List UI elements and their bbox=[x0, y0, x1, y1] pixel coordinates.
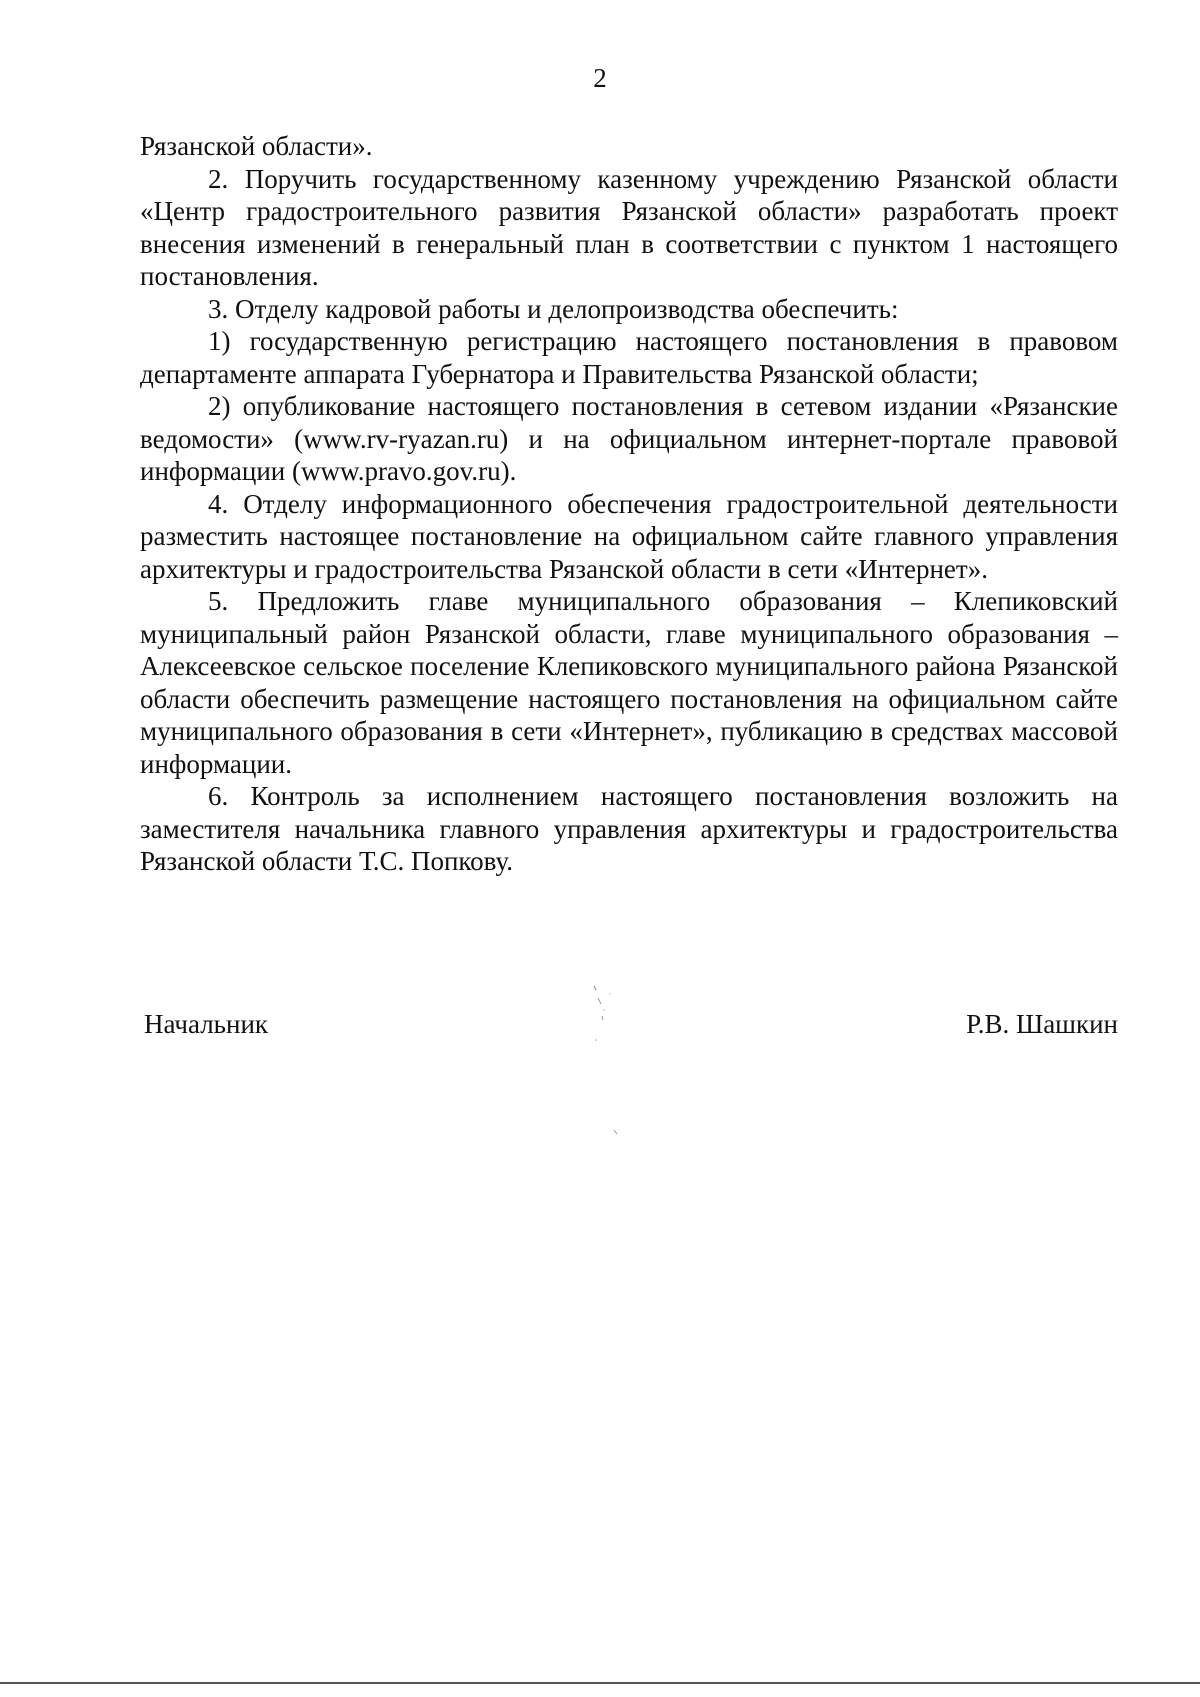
paragraph-item-3: 3. Отделу кадровой работы и делопроизводства обеспечить: bbox=[208, 293, 899, 324]
paragraph-item-5: 5. Предложить главе муниципального образования – Клепиковский муниципальный район Рязанской области, главе муниципального образования – Алексеевское сельское поселение Клепиковского муниципального района Рязанской области обеспечить размещение настоящего постановления на официальном сайте муниципального образования в сети «Интернет», публикацию в средствах массовой информации. bbox=[140, 586, 1118, 779]
document-body bbox=[140, 130, 1118, 878]
scan-specks bbox=[590, 978, 650, 1138]
paragraph-item-4: 4. Отделу информационного обеспечения градостроительной деятельности разместить настоящее постановление на официальном сайте главного управления архитектуры и градостроительства Рязанской области в сети «Интернет». bbox=[140, 488, 1118, 584]
signatory-position: Начальник bbox=[144, 1009, 269, 1039]
paragraph-item-2: 2. Поручить государственному казенному учреждению Рязанской области «Центр градостроительного развития Рязанской области» разработать проект внесения изменений в генеральный план в соответствии с пунктом 1 настоящего постановления. bbox=[140, 163, 1118, 291]
page-bottom-rule bbox=[0, 1682, 1200, 1684]
paragraph-subitem-1: 1) государственную регистрацию настоящего постановления в правовом департаменте аппарата Губернатора и Правительства Рязанской области; bbox=[140, 326, 1118, 389]
paragraph-item-6: 6. Контроль за исполнением настоящего постановления возложить на заместителя начальника главного управления архитектуры и градостроительства Рязанской области Т.С. Попкову. bbox=[140, 781, 1118, 876]
signatory-name: Р.В. Шашкин bbox=[966, 1009, 1118, 1039]
paragraph-subitem-2: 2) опубликование настоящего постановления в сетевом издании «Рязанские ведомости» (www.rv-ryazan.ru) и на официальном интернет-портале правовой информации (www.pravo.gov.ru). bbox=[140, 391, 1118, 486]
paragraph-continuation: Рязанской области». bbox=[140, 131, 373, 161]
page-number: 2 bbox=[593, 63, 607, 93]
